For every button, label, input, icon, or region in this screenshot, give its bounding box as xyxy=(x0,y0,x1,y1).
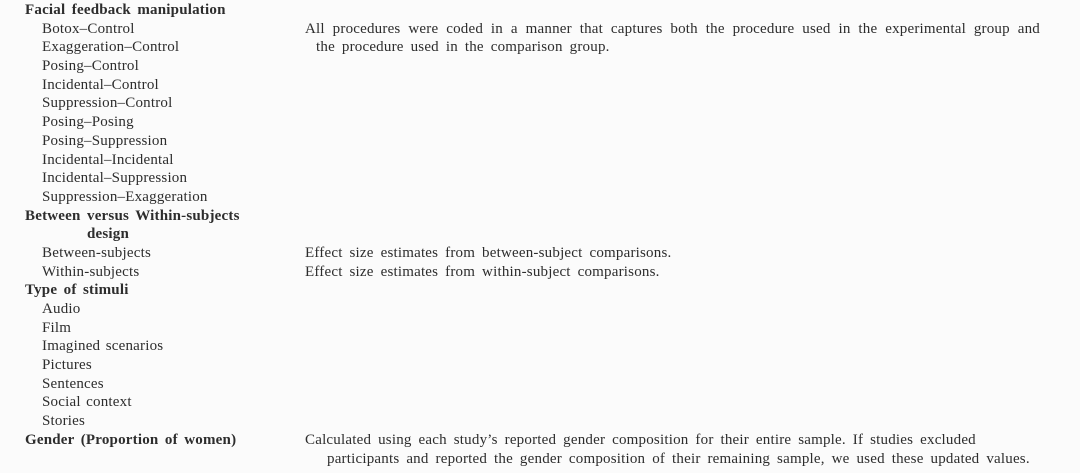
description-column xyxy=(305,1,1080,472)
section-header-continuation-design: design xyxy=(87,226,130,243)
category-item-posing-suppression: Posing–Suppression xyxy=(42,132,168,149)
category-column xyxy=(0,1,302,450)
category-item-film: Film xyxy=(42,319,72,336)
category-item-posing-posing: Posing–Posing xyxy=(42,114,134,131)
category-item-exaggeration-control: Exaggeration–Control xyxy=(42,39,180,56)
category-item-within-subjects: Within-subjects xyxy=(42,263,140,280)
category-item-social-context: Social context xyxy=(42,394,132,411)
category-item-posing-control: Posing–Control xyxy=(42,58,139,75)
category-item-imagined-scenarios: Imagined scenarios xyxy=(42,338,164,355)
description-between-subjects: Effect size estimates from between-subject comparisons. xyxy=(305,245,672,262)
section-header-gender-proportion-of-women: Gender (Proportion of women) xyxy=(25,431,237,448)
category-item-suppression-control: Suppression–Control xyxy=(42,95,173,112)
category-item-suppression-exaggeration: Suppression–Exaggeration xyxy=(42,188,208,205)
description-facial-feedback-coding: All procedures were coded in a manner that captures both the procedure used in the experimental group and the procedure used in the comparison group. xyxy=(305,20,1040,56)
category-item-incidental-suppression: Incidental–Suppression xyxy=(42,170,188,187)
section-header-facial-feedback-manipulation: Facial feedback manipulation xyxy=(25,2,226,18)
section-header-type-of-stimuli: Type of stimuli xyxy=(25,282,129,299)
description-within-subjects: Effect size estimates from within-subject comparisons. xyxy=(305,263,660,280)
section-header-between-versus-within-subjects: Between versus Within-subjects xyxy=(25,207,240,224)
category-item-incidental-control: Incidental–Control xyxy=(42,76,159,93)
category-item-incidental-incidental: Incidental–Incidental xyxy=(42,151,174,168)
category-item-stories: Stories xyxy=(42,413,86,430)
category-item-botox-control: Botox–Control xyxy=(42,20,135,37)
category-item-between-subjects: Between-subjects xyxy=(42,244,151,261)
description-gender-calculation: Calculated using each study’s reported gender composition for their entire sample. If studies excluded participants and reported the gender composition of their remaining sample, we used these updated values. xyxy=(305,432,1030,467)
category-item-sentences: Sentences xyxy=(42,375,104,392)
category-item-audio: Audio xyxy=(42,301,81,317)
category-item-pictures: Pictures xyxy=(42,357,92,374)
